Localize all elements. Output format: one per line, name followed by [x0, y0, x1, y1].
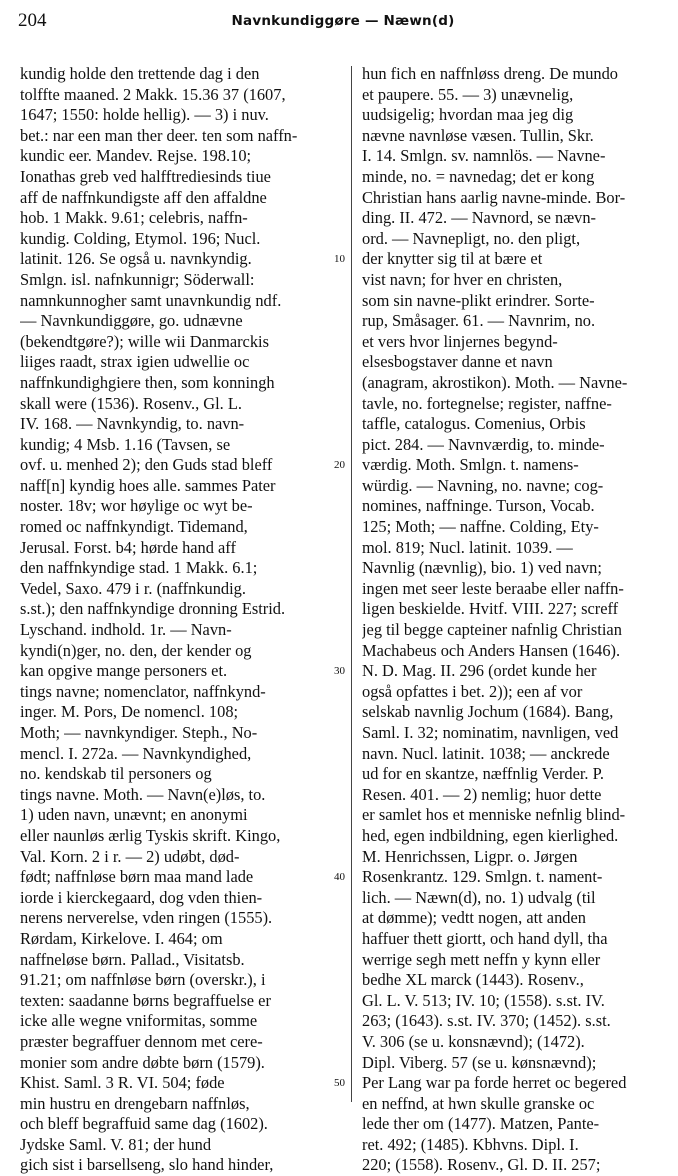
text-line: som sin navne-plikt erindrer. Sorte-: [362, 290, 595, 310]
column-divider: [351, 66, 352, 1102]
text-line: mencl. I. 272a. — Navnkyndighed,: [20, 743, 252, 763]
text-line: 125; Moth; — naffne. Colding, Ety-: [362, 517, 599, 537]
text-line: aff de naffnkundigste aff den affaldne: [20, 187, 267, 207]
text-line: Rørdam, Kirkelove. I. 464; om: [20, 928, 223, 948]
text-line: M. Henrichssen, Ligpr. o. Jørgen: [362, 846, 578, 866]
text-line: at dømme); vedtt nogen, att anden: [362, 908, 586, 928]
text-line: skall were (1536). Rosenv., Gl. L.: [20, 393, 242, 413]
text-line: 1647; 1550: holde hellig). — 3) i nuv.: [20, 105, 269, 125]
text-line: der knytter sig til at bære et: [362, 249, 543, 269]
text-line: bet.: nar een man ther deer. ten som naffn-: [20, 125, 298, 145]
text-line: et paupere. 55. — 3) unævnelig,: [362, 84, 574, 104]
text-line: Val. Korn. 2 i r. — 2) udøbt, død-: [20, 846, 240, 866]
text-line: nomines, naffninge. Turson, Vocab.: [362, 496, 595, 516]
text-line: eller naunløs ærlig Tyskis skrift. Kingo,: [20, 825, 281, 845]
text-line: liiges raadt, strax igien udwellie oc: [20, 352, 250, 372]
text-line: Ionathas greb ved halfftrediesinds tiue: [20, 166, 271, 186]
text-line: werrige segh mett neffn y kynn eller: [362, 949, 601, 969]
text-line: selskab navnlig Jochum (1684). Bang,: [362, 702, 614, 722]
text-line: Gl. L. V. 513; IV. 10; (1558). s.st. IV.: [362, 990, 605, 1010]
text-line: den naffnkyndige stad. 1 Makk. 6.1;: [20, 558, 258, 578]
text-line: Jydske Saml. V. 81; der hund: [20, 1134, 212, 1154]
text-line: och bleff begraffuid same dag (1602).: [20, 1114, 268, 1134]
text-line: namnkunnogher samt unavnkundig ndf.: [20, 290, 282, 310]
text-line: kundic eer. Mandev. Rejse. 198.10;: [20, 146, 252, 166]
text-line: Vedel, Saxo. 479 i r. (naffnkundig.: [20, 578, 246, 598]
text-line: 1) uden navn, unævnt; en anonymi: [20, 805, 248, 825]
text-line: naff[n] kyndig hoes alle. sammes Pater: [20, 475, 276, 495]
text-line: latinit. 126. Se også u. navnkyndig.: [20, 249, 252, 269]
page-header: [18, 10, 668, 36]
text-line: tolffte maaned. 2 Makk. 15.36 37 (1607,: [20, 84, 286, 104]
text-line: bedhe XL marck (1443). Rosenv.,: [362, 970, 584, 990]
text-line: hob. 1 Makk. 9.61; celebris, naffn-: [20, 208, 248, 228]
text-line: minde, no. = navnedag; det er kong: [362, 166, 595, 186]
text-line: V. 306 (se u. konsnævnd); (1472).: [362, 1031, 585, 1051]
text-line: haffuer thett giortt, och hand dyll, tha: [362, 928, 608, 948]
text-line: texten: saadanne børns begraffuelse er: [20, 990, 271, 1010]
text-line: tavle, no. fortegnelse; register, naffne-: [362, 393, 612, 413]
text-line: ret. 492; (1485). Kbhvns. Dipl. I.: [362, 1134, 579, 1154]
text-line: icke alle wegne vniformitas, somme: [20, 1011, 258, 1031]
text-line: I. 14. Smlgn. sv. namnlös. — Navne-: [362, 146, 606, 166]
text-line: inger. M. Pors, De nomencl. 108;: [20, 702, 239, 722]
text-line: præster begraffuer dennom met cere-: [20, 1031, 263, 1051]
text-line: nævne navnløse væsen. Tullin, Skr.: [362, 125, 594, 145]
text-line: Khist. Saml. 3 R. VI. 504; føde: [20, 1073, 225, 1093]
text-line: Lyschand. indhold. 1r. — Navn-: [20, 620, 232, 640]
text-line: monier som andre døbte børn (1579).: [20, 1052, 265, 1072]
text-line: elsesbogstaver danne et navn: [362, 352, 553, 372]
text-line: tings navne; nomenclator, naffnkynd-: [20, 681, 266, 701]
text-line: hed, egen indbildning, egen kierlighed.: [362, 825, 619, 845]
text-line: en neffnd, at hwn skulle granske oc: [362, 1093, 595, 1113]
text-line: pict. 284. — Navnværdig, to. minde-: [362, 434, 605, 454]
text-line: ingen met seer leste beraabe eller naffn-: [362, 578, 624, 598]
line-number: 40: [334, 871, 345, 884]
text-line: kan opgive mange personers et.: [20, 661, 228, 681]
text-line: — Navnkundiggøre, go. udnævne: [20, 311, 243, 331]
text-line: kundig. Colding, Etymol. 196; Nucl.: [20, 228, 261, 248]
text-line: Machabeus och Anders Hansen (1646).: [362, 640, 621, 660]
text-line: kundig; 4 Msb. 1.16 (Tavsen, se: [20, 434, 231, 454]
text-line: Moth; — navnkyndiger. Steph., No-: [20, 723, 258, 742]
text-line: Dipl. Viberg. 57 (se u. kønsnævnd);: [362, 1052, 597, 1072]
text-line: er samlet hos et menniske nefnlig blind-: [362, 805, 626, 825]
text-line: ovf. u. menhed 2); den Guds stad bleff: [20, 455, 273, 475]
line-number: 20: [334, 459, 345, 472]
text-line: iorde i kierckegaard, dog vden thien-: [20, 887, 263, 907]
text-line: gich sist i barsellseng, slo hand hinder,: [20, 1155, 274, 1175]
text-line: uudsigelig; hvordan maa jeg dig: [362, 105, 574, 125]
text-line: 220; (1558). Rosenv., Gl. D. II. 257;: [362, 1155, 601, 1175]
text-line: 263; (1643). s.st. IV. 370; (1452). s.st.: [362, 1011, 611, 1031]
text-line: Resen. 401. — 2) nemlig; huor dette: [362, 784, 602, 804]
text-line: lede ther om (1477). Matzen, Pante-: [362, 1114, 600, 1134]
text-line: Jerusal. Forst. b4; hørde hand aff: [20, 537, 236, 557]
text-line: hun fich en naffnløss dreng. De mundo: [362, 64, 618, 83]
text-line: Smlgn. isl. nafnkunnigr; Söderwall:: [20, 269, 255, 289]
text-line: vist navn; for hver en christen,: [362, 269, 563, 289]
text-line: et vers hvor linjernes begynd-: [362, 331, 558, 351]
text-line: lich. — Næwn(d), no. 1) udvalg (til: [362, 887, 596, 907]
text-line: (bekendtgøre?); wille wii Danmarckis: [20, 331, 269, 351]
text-line: Christian hans aarlig navne-minde. Bor-: [362, 187, 626, 207]
left-column: [20, 64, 338, 1176]
line-number: 30: [334, 665, 345, 678]
running-head: Navnkundiggøre — Næwn(d): [231, 13, 455, 29]
text-line: ord. — Navnepligt, no. den pligt,: [362, 228, 581, 248]
text-line: naffnkundighgiere then, som konningh: [20, 372, 275, 392]
text-line: Per Lang war pa forde herret oc begered: [362, 1073, 627, 1093]
text-line: N. D. Mag. II. 296 (ordet kunde her: [362, 661, 597, 681]
text-line: født; naffnløse børn maa mand lade: [20, 867, 254, 887]
text-line: min hustru en drengebarn naffnløs,: [20, 1093, 250, 1113]
text-line: værdig. Moth. Smlgn. t. namens-: [362, 455, 579, 475]
text-line: taffle, catalogus. Comenius, Orbis: [362, 414, 586, 434]
text-line: mol. 819; Nucl. latinit. 1039. —: [362, 537, 573, 557]
text-line: ud for en skantze, næffnlig Verder. P.: [362, 764, 605, 784]
text-line: ligen beskielde. Hvitf. VIII. 227; screff: [362, 599, 619, 619]
text-line: IV. 168. — Navnkyndig, to. navn-: [20, 414, 245, 434]
text-line: navn. Nucl. latinit. 1038; — anckrede: [362, 743, 610, 763]
text-line: würdig. — Navning, no. navne; cog-: [362, 475, 604, 495]
text-line: kundig holde den trettende dag i den: [20, 64, 260, 83]
line-number: 10: [334, 253, 345, 266]
text-line: Saml. I. 32; nominatim, navnligen, ved: [362, 723, 619, 742]
text-line: kyndi(n)ger, no. den, der kender og: [20, 640, 252, 660]
text-line: ding. II. 472. — Navnord, se nævn-: [362, 208, 596, 228]
page-number: 204: [18, 10, 47, 31]
text-line: noster. 18v; wor høylige oc wyt be-: [20, 496, 253, 516]
text-line: også opfattes i bet. 2)); een af vor: [362, 681, 583, 701]
text-line: tings navne. Moth. — Navn(e)løs, to.: [20, 784, 266, 804]
text-line: s.st.); den naffnkyndige dronning Estrid.: [20, 599, 286, 619]
line-number: 50: [334, 1077, 345, 1090]
text-line: jeg til begge capteiner nafnlig Christian: [362, 620, 622, 640]
text-line: romed oc naffnkyndigt. Tidemand,: [20, 517, 248, 537]
text-line: rup, Småsager. 61. — Navnrim, no.: [362, 311, 596, 331]
text-line: nerens nerverelse, vden ringen (1555).: [20, 908, 273, 928]
text-line: 91.21; om naffnløse børn (overskr.), i: [20, 970, 266, 990]
text-line: no. kendskab til personers og: [20, 764, 212, 784]
text-line: Navnlig (nævnlig), bio. 1) ved navn;: [362, 558, 602, 578]
text-line: Rosenkrantz. 129. Smlgn. t. nament-: [362, 867, 603, 887]
text-line: (anagram, akrostikon). Moth. — Navne-: [362, 372, 628, 392]
right-column: [362, 64, 670, 1176]
text-line: naffneløse børn. Pallad., Visitatsb.: [20, 949, 245, 969]
